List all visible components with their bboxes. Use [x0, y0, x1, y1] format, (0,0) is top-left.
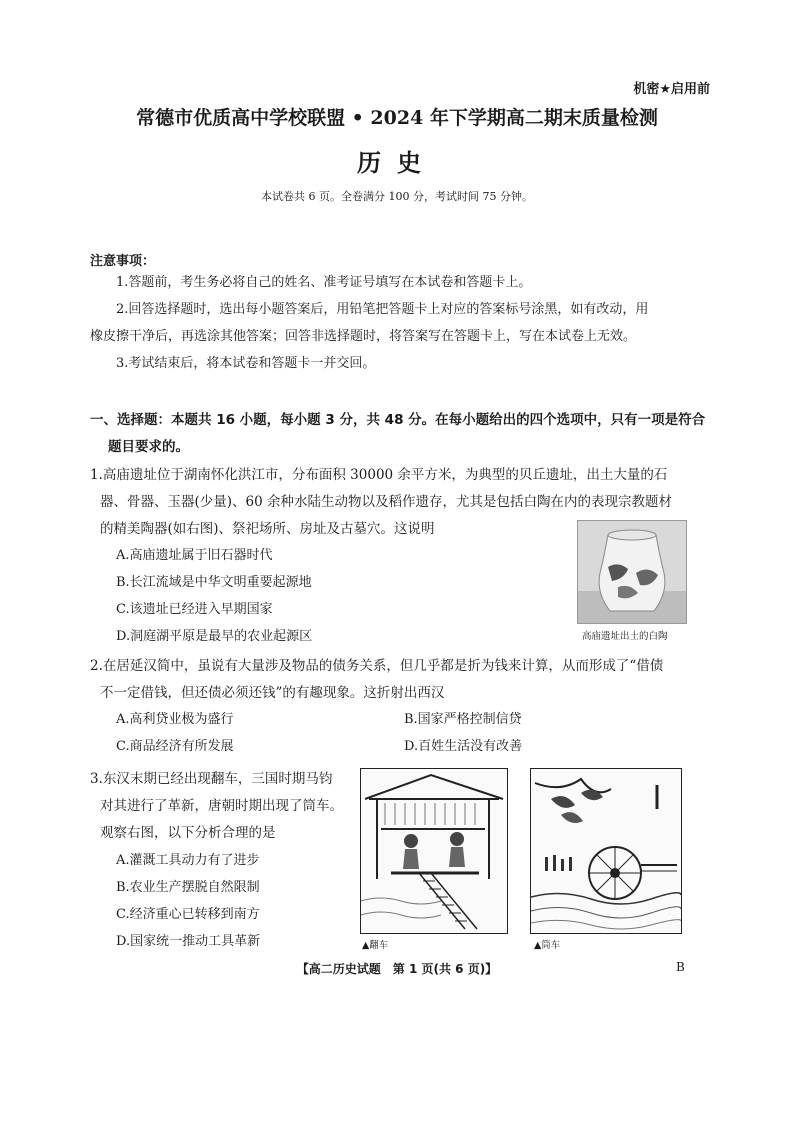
question-3-option-b: B.农业生产摆脱自然限制 — [116, 880, 260, 895]
question-1-option-b: B.长江流域是中华文明重要起源地 — [116, 575, 312, 590]
question-2-option-b: B.国家严格控制信贷 — [404, 712, 522, 727]
subject-title: 历史 — [357, 148, 437, 177]
exam-info: 本试卷共 6 页。全卷满分 100 分，考试时间 75 分钟。 — [261, 190, 533, 203]
question-1-option-d: D.洞庭湖平原是最早的农业起源区 — [116, 629, 313, 644]
question-2-option-d: D.百姓生活没有改善 — [404, 739, 523, 754]
question-3-option-a: A.灌溉工具动力有了进步 — [116, 853, 260, 868]
notice-item: 2.回答选择题时，选出每小题答案后，用铅笔把答题卡上对应的答案标号涂黑，如有改动，用 — [116, 302, 649, 317]
notice-heading: 注意事项： — [90, 254, 156, 269]
question-1-option-c: C.该遗址已经进入早期国家 — [116, 602, 273, 617]
chain-pump-illustration — [360, 768, 508, 934]
chain-pump-caption: ▲翻车 — [362, 940, 389, 951]
section-heading: 一、选择题：本题共 16 小题，每小题 3 分，共 48 分。在每小题给出的四个选项中，只有一项是符合 — [90, 412, 706, 428]
question-1-option-a: A.高庙遗址属于旧石器时代 — [116, 548, 273, 563]
pottery-caption: 高庙遗址出土的白陶 — [582, 631, 668, 642]
question-3-text: 观察右图，以下分析合理的是 — [100, 825, 276, 841]
question-1-text: 1.高庙遗址位于湖南怀化洪江市，分布面积 30000 余平方米，为典型的贝丘遗址，出土大量的石 — [90, 467, 668, 483]
question-2-option-c: C.商品经济有所发展 — [116, 739, 234, 754]
noria-illustration — [530, 768, 682, 934]
question-2-text: 2.在居延汉简中，虽说有大量涉及物品的债务关系，但几乎都是折为钱来计算，从而形成了“借债 — [90, 658, 664, 674]
question-1-text: 的精美陶器(如右图)、祭祀场所、房址及古墓穴。这说明 — [100, 521, 435, 537]
notice-item: 1.答题前，考生务必将自己的姓名、准考证号填写在本试卷和答题卡上。 — [116, 275, 532, 290]
pottery-photo — [577, 520, 687, 624]
question-1-text: 器、骨器、玉器(少量)、60 余种水陆生动物以及稻作遗存，尤其是包括白陶在内的表现宗教题材 — [100, 494, 673, 510]
question-3-option-c: C.经济重心已转移到南方 — [116, 907, 260, 922]
confidential-mark: 机密★启用前 — [633, 82, 710, 97]
question-3-text: 3.东汉末期已经出现翻车，三国时期马钧 — [90, 771, 333, 787]
paper-version-letter: B — [676, 960, 685, 974]
question-3-text: 对其进行了革新，唐朝时期出现了筒车。 — [100, 798, 343, 814]
noria-caption: ▲筒车 — [534, 940, 561, 951]
question-3-option-d: D.国家统一推动工具革新 — [116, 934, 261, 949]
section-heading-cont: 题目要求的。 — [108, 439, 189, 455]
question-2-text: 不一定借钱，但还债必须还钱”的有趣现象。这折射出西汉 — [100, 685, 445, 701]
question-2-option-a: A.高利贷业极为盛行 — [116, 712, 234, 727]
notice-item: 橡皮擦干净后，再选涂其他答案；回答非选择题时，将答案写在答题卡上，写在本试卷上无效。 — [90, 329, 637, 344]
exam-title: 常德市优质高中学校联盟 • 2024 年下学期高二期末质量检测 — [136, 107, 658, 129]
page-footer: 【高二历史试题 第 1 页(共 6 页)】 — [296, 962, 498, 976]
notice-item: 3.考试结束后，将本试卷和答题卡一并交回。 — [116, 356, 376, 371]
